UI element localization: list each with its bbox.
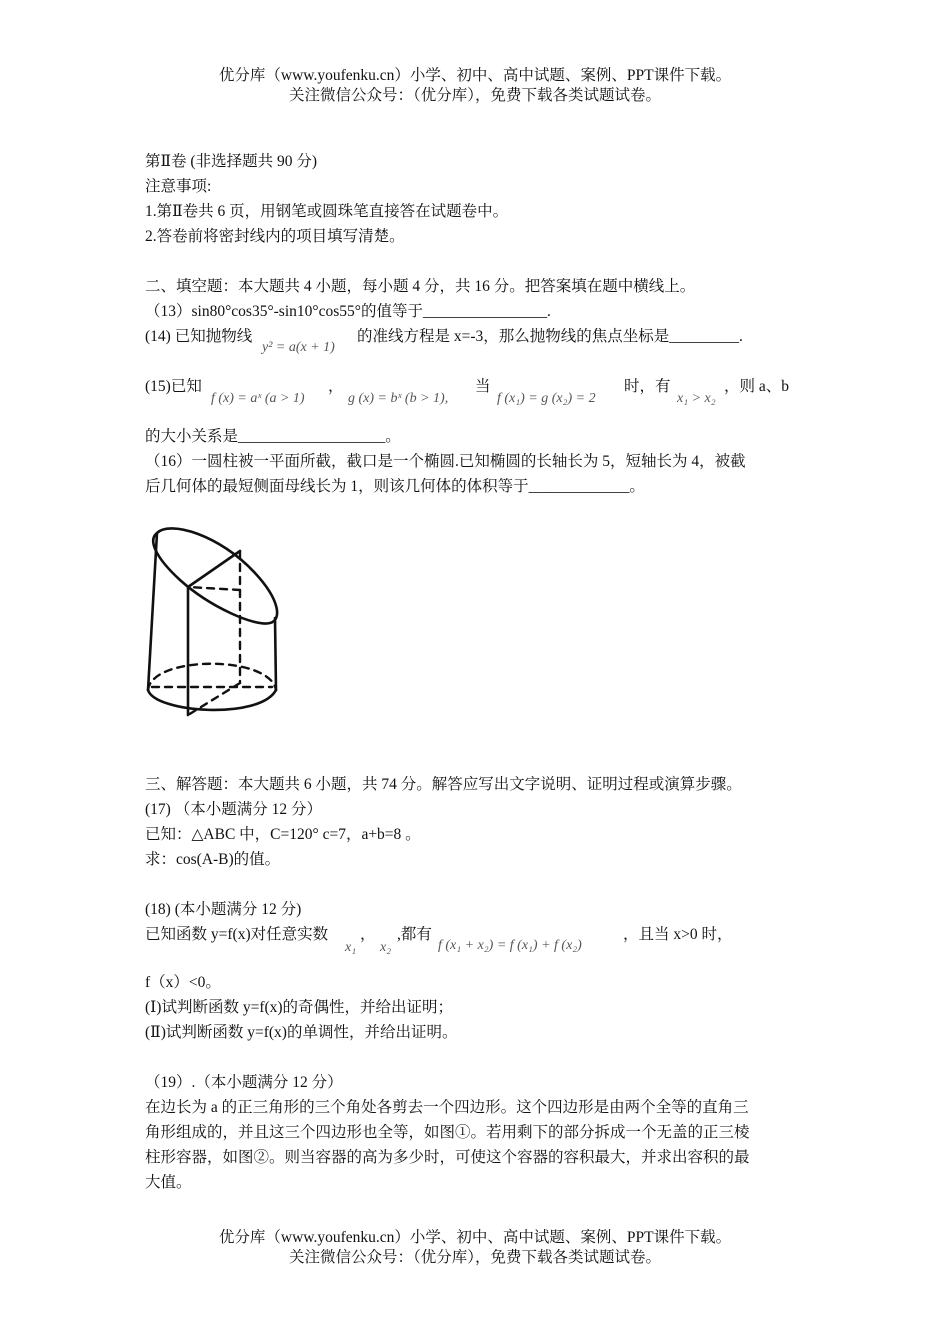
question-18-prefix: 已知函数 y=f(x)对任意实数	[145, 926, 329, 943]
question-18-formula: f (x₁ + x₂) = f (x₁) + f (x₂)	[438, 938, 582, 953]
ellipse-cut	[153, 528, 277, 623]
footer-line-1: 优分库（www.youfenku.cn）小学、初中、高中试题、案例、PPT课件下载。	[218, 1229, 732, 1246]
question-15-comma: ，	[328, 378, 344, 395]
header-line-2: 关注微信公众号：（优分库），免费下载各类试题试卷。	[288, 87, 661, 104]
question-15-equal-formula: f (x₁) = g (x₂) = 2	[497, 391, 596, 406]
question-18-x2: x₂	[380, 940, 392, 955]
question-14-prefix: (14) 已知抛物线	[145, 328, 253, 345]
question-14-suffix: 的准线方程是 x=-3，那么抛物线的焦点坐标是_________.	[357, 328, 743, 345]
question-17-given: 已知：△ABC 中，C=120° c=7，a+b=8 。	[145, 826, 421, 843]
question-19-line-1: 在边长为 a 的正三角形的三个角处各剪去一个四边形。这个四边形是由两个全等的直角三	[145, 1099, 749, 1116]
section-title: 第Ⅱ卷 (非选择题共 90 分)	[145, 153, 317, 170]
question-18-mid: ,都有	[397, 926, 432, 943]
question-18-part-ii: (Ⅱ)试判断函数 y=f(x)的单调性，并给出证明。	[145, 1024, 458, 1041]
question-15-when: 当	[475, 378, 491, 395]
question-17-title: (17) （本小题满分 12 分）	[145, 801, 322, 818]
question-15-time: 时，有	[624, 378, 671, 395]
question-19-line-4: 大值。	[145, 1174, 192, 1191]
question-15-g-formula: g (x) = bˣ (b > 1),	[348, 391, 449, 406]
question-18-suffix: ，且当 x>0 时，	[623, 926, 733, 943]
question-15-prefix: (15)已知	[145, 378, 202, 395]
cylinder-right-side	[275, 618, 276, 690]
header-line-1: 优分库（www.youfenku.cn）小学、初中、高中试题、案例、PPT课件下载。	[218, 67, 732, 84]
notice-item-1: 1.第Ⅱ卷共 6 页，用钢笔或圆珠笔直接答在试题卷中。	[145, 203, 509, 220]
footer-line-2: 关注微信公众号：（优分库），免费下载各类试题试卷。	[288, 1249, 661, 1266]
question-16-line-1: （16）一圆柱被一平面所截，截口是一个椭圆.已知椭圆的长轴长为 5，短轴长为 4，被截	[145, 453, 746, 470]
question-15-compare-formula: x₁ > x₂	[677, 391, 716, 406]
question-19-title: （19）.（本小题满分 12 分）	[145, 1074, 343, 1091]
question-15-suffix: ，则 a、b	[724, 378, 790, 395]
fill-in-heading: 二、填空题：本大题共 4 小题，每小题 4 分，共 16 分。把答案填在题中横线上。	[145, 278, 696, 295]
question-15-continued: 的大小关系是___________________。	[145, 428, 401, 445]
hidden-upper	[188, 587, 240, 590]
cylinder-left-side	[148, 533, 157, 690]
question-18-part-i: (Ⅰ)试判断函数 y=f(x)的奇偶性，并给出证明；	[145, 999, 454, 1016]
question-15-f-formula: f (x) = aˣ (a > 1)	[211, 391, 305, 406]
question-14-formula: y² = a(x + 1)	[262, 340, 335, 355]
question-17-ask: 求：cos(A-B)的值。	[145, 851, 281, 868]
question-19-line-2: 角形组成的，并且这三个四边形也全等，如图①。若用剩下的部分拆成一个无盖的正三棱	[145, 1124, 750, 1141]
question-18-comma: ，	[360, 926, 376, 943]
question-19-line-3: 柱形容器，如图②。则当容器的高为多少时，可使这个容器的容积最大，并求出容积的最	[145, 1149, 750, 1166]
question-18-continued: f（x）<0。	[145, 974, 221, 991]
solve-heading: 三、解答题：本大题共 6 小题，共 74 分。解答应写出文字说明、证明过程或演算步骤。	[145, 776, 742, 793]
notice-item-2: 2.答卷前将密封线内的项目填写清楚。	[145, 228, 405, 245]
question-16-line-2: 后几何体的最短侧面母线长为 1，则该几何体的体积等于_____________。	[145, 478, 645, 495]
notice-title: 注意事项:	[145, 178, 212, 195]
question-18-title: (18) (本小题满分 12 分)	[145, 901, 302, 918]
cut-diagonal	[188, 551, 240, 587]
question-13: （13）sin80°cos35°-sin10°cos55°的值等于________________.	[145, 303, 551, 320]
question-18-x1: x₁	[345, 940, 357, 955]
truncated-cylinder-figure	[140, 515, 290, 725]
